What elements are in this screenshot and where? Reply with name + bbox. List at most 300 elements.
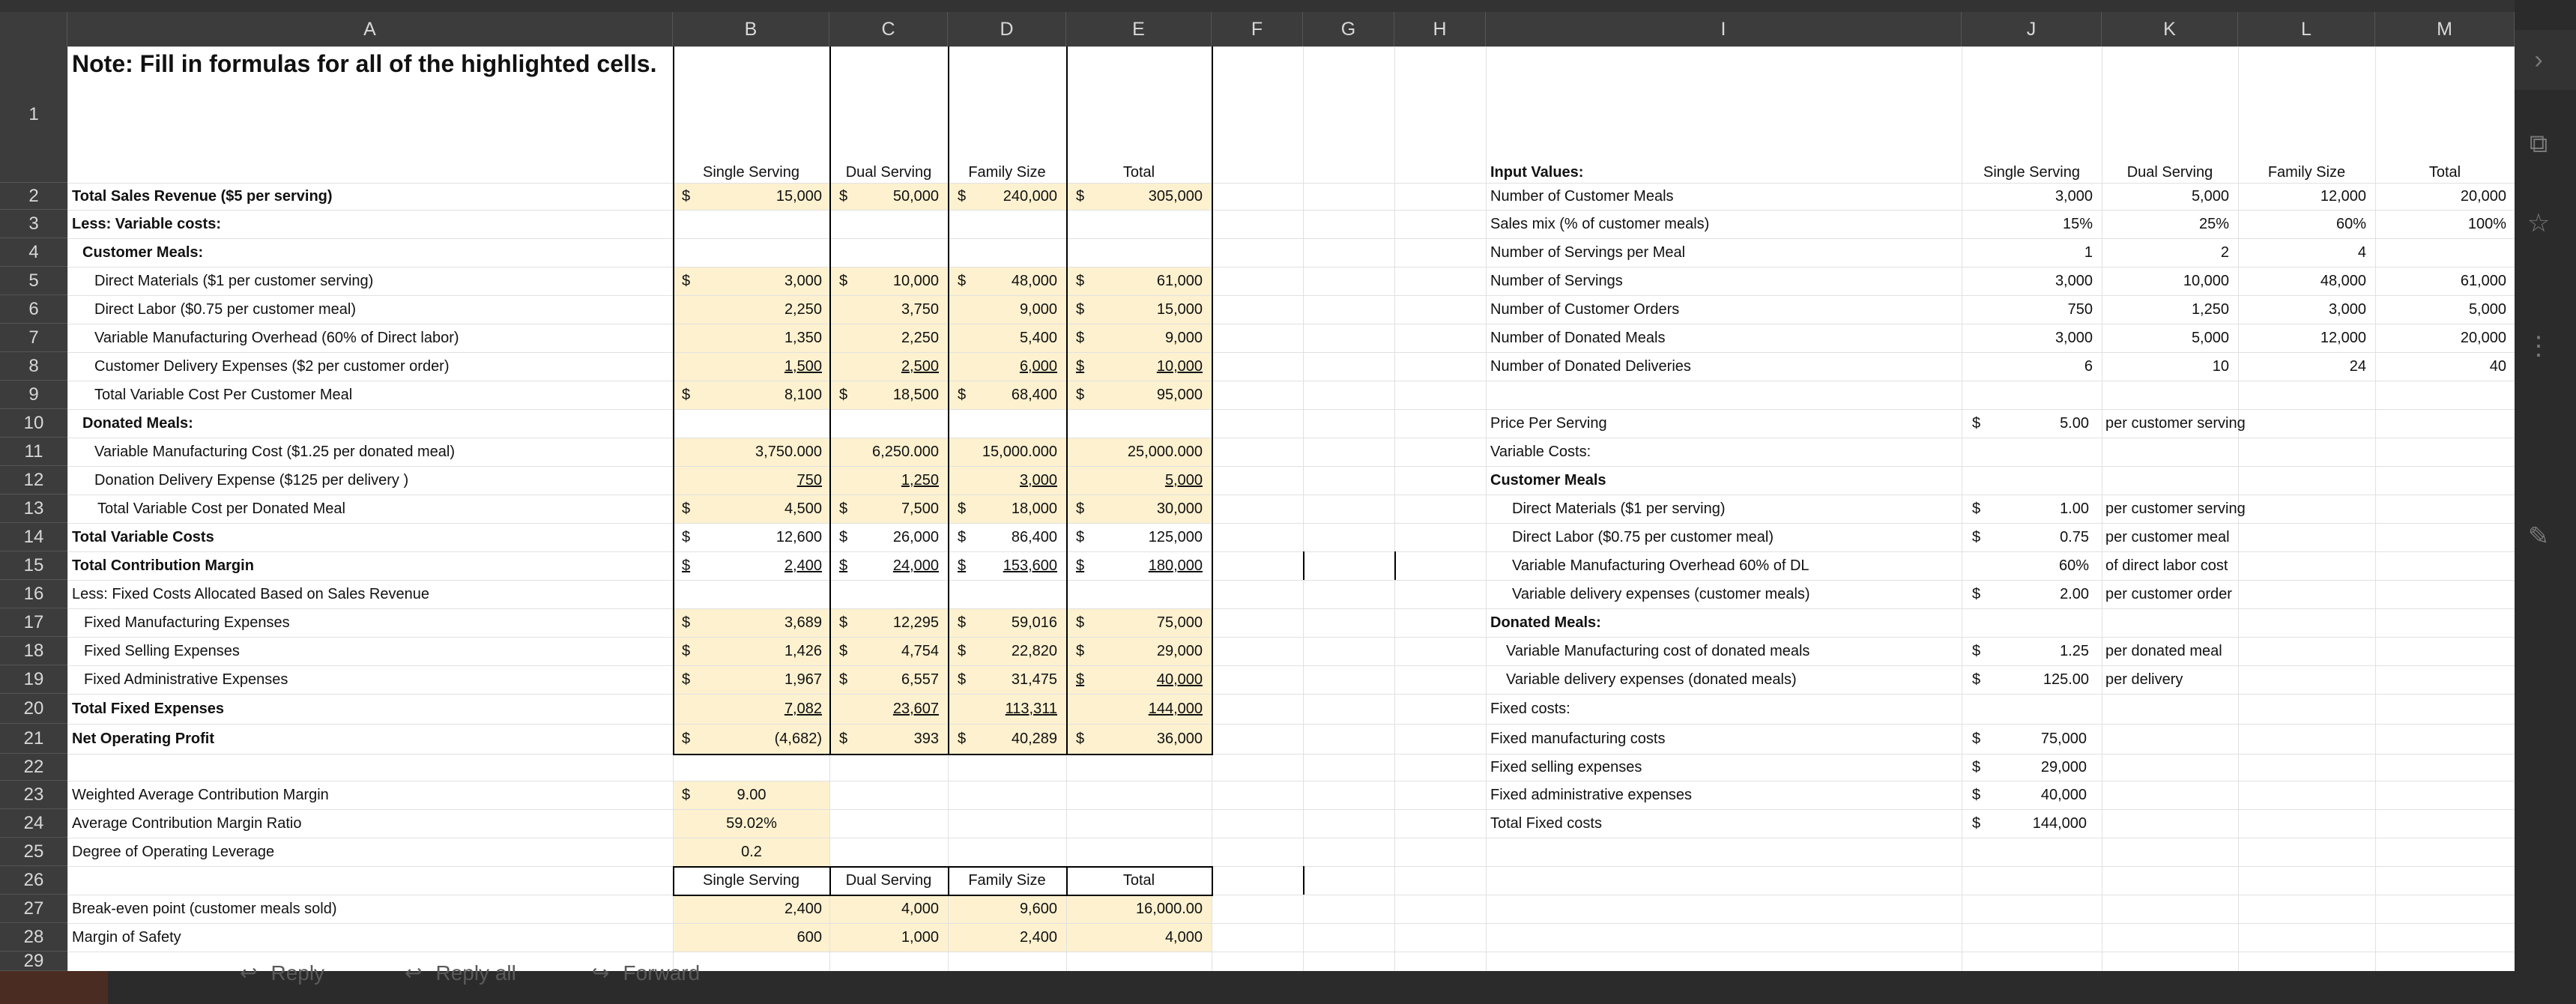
input-label-r14: Direct Labor ($0.75 per customer meal) <box>1512 529 1774 545</box>
input-value-r8-single: 6 <box>2084 358 2093 375</box>
row-label-r24: Average Contribution Margin Ratio <box>72 815 302 832</box>
input-value-r13: 1.00 <box>2060 501 2089 517</box>
dollar-sign: $ <box>1972 787 1981 803</box>
dollar-sign: $ <box>1972 671 1981 688</box>
row-label-r23: Weighted Average Contribution Margin <box>72 787 329 803</box>
value-r7-single: 1,350 <box>784 330 822 346</box>
value-r17-family: 59,016 <box>1011 614 1057 631</box>
row-header-19[interactable]: 19 <box>0 665 67 694</box>
row-header-28[interactable]: 28 <box>0 923 67 952</box>
table-border-bottom <box>673 754 1213 755</box>
dollar-sign: $ <box>1972 586 1981 602</box>
note-title: Note: Fill in formulas for all of the highlighted cells. <box>72 50 657 77</box>
input-value-r15: 60% <box>2058 557 2089 574</box>
row-header-15[interactable]: 15 <box>0 551 67 580</box>
input-value-r23: 40,000 <box>2040 787 2087 803</box>
input-value-r3-family: 60% <box>2335 216 2366 232</box>
row-header-4[interactable]: 4 <box>0 238 67 267</box>
gridline-row <box>67 637 2515 638</box>
value-r12-dual: 1,250 <box>901 472 939 489</box>
column-label-single: Single Serving <box>703 164 799 181</box>
value-r12-single: 750 <box>796 472 822 489</box>
dollar-sign: $ <box>682 387 691 403</box>
row-header-12[interactable]: 12 <box>0 466 67 495</box>
input-value-r2-family: 12,000 <box>2320 188 2366 205</box>
gridline-row <box>67 608 2515 609</box>
value-r13-dual: 7,500 <box>901 501 939 517</box>
value-r9-single: 8,100 <box>784 387 822 403</box>
dollar-sign: $ <box>1076 557 1085 574</box>
value-r5-single: 3,000 <box>784 273 822 289</box>
box26-bottom <box>673 895 1213 896</box>
dollar-sign: $ <box>958 731 967 747</box>
value-weighted-cm: 9.00 <box>737 787 767 803</box>
row-header-9[interactable]: 9 <box>0 381 67 409</box>
row-header-21[interactable]: 21 <box>0 724 67 754</box>
box26-v <box>1212 866 1213 895</box>
dollar-sign: $ <box>1076 671 1085 688</box>
input-label-r16: Variable delivery expenses (customer meals) <box>1512 586 1810 602</box>
value-r15-family: 153,600 <box>1003 557 1057 574</box>
dollar-sign: $ <box>958 643 967 659</box>
value-r21-dual: 393 <box>913 731 939 747</box>
input-label-r18: Variable Manufacturing cost of donated meals <box>1506 643 1810 659</box>
dollar-sign: $ <box>1972 415 1981 432</box>
row-header-22[interactable]: 22 <box>0 754 67 781</box>
input-value-r3-total: 100% <box>2467 216 2506 232</box>
input-value-r14: 0.75 <box>2060 529 2089 545</box>
row-label-r6: Direct Labor ($0.75 per customer meal) <box>94 301 357 318</box>
input-column-dual: Dual Serving <box>2126 164 2213 181</box>
value-r13-total: 30,000 <box>1156 501 1203 517</box>
gridline-row <box>67 238 2515 239</box>
value-r2-family: 240,000 <box>1003 188 1057 205</box>
row-label-r4: Customer Meals: <box>82 244 204 261</box>
row-header-6[interactable]: 6 <box>0 295 67 324</box>
value-r21-total: 36,000 <box>1156 731 1203 747</box>
column-header-I[interactable]: I <box>1486 12 1962 46</box>
select-all-corner[interactable] <box>0 12 67 46</box>
value-r9-family: 68,400 <box>1011 387 1057 403</box>
column-header-L[interactable]: L <box>2238 12 2375 46</box>
gridline-row <box>67 183 2515 184</box>
row-header-10[interactable]: 10 <box>0 409 67 438</box>
input-value-r7-dual: 5,000 <box>2191 330 2229 346</box>
dollar-sign: $ <box>839 614 848 631</box>
row-label-r7: Variable Manufacturing Overhead (60% of Direct labor) <box>94 330 459 346</box>
reply-all-icon: ↩ <box>405 961 423 985</box>
gridline-row <box>67 409 2515 410</box>
dollar-sign: $ <box>682 557 691 574</box>
input-label-r21: Fixed manufacturing costs <box>1490 731 1666 747</box>
dollar-sign: $ <box>1076 273 1085 289</box>
row-header-11[interactable]: 11 <box>0 438 67 466</box>
gridline-row <box>67 295 2515 296</box>
star-icon[interactable]: ☆ <box>2527 209 2551 238</box>
row-header-24[interactable]: 24 <box>0 809 67 838</box>
column-header-C[interactable]: C <box>829 12 948 46</box>
value-r18-family: 22,820 <box>1011 643 1057 659</box>
attachment-thumbnail[interactable] <box>0 971 108 1004</box>
row-header-26[interactable]: 26 <box>0 866 67 895</box>
gridline-row <box>67 466 2515 467</box>
gridline-row <box>67 46 2515 47</box>
box26-top <box>673 866 1213 868</box>
value-r27-dual: 4,000 <box>901 901 939 917</box>
input-note-r19: per delivery <box>2105 671 2183 688</box>
marker-border <box>1303 866 1304 895</box>
dollar-sign: $ <box>682 614 691 631</box>
value-r28-total: 4,000 <box>1164 929 1203 946</box>
row-label-r20: Total Fixed Expenses <box>72 701 225 717</box>
dollar-sign: $ <box>1972 759 1981 775</box>
dollar-sign: $ <box>1972 529 1981 545</box>
row-header-27[interactable]: 27 <box>0 895 67 923</box>
dollar-sign: $ <box>958 614 967 631</box>
input-label-r2: Number of Customer Meals <box>1490 188 1674 205</box>
value-avg-cm-ratio: 59.02% <box>726 815 777 832</box>
open-in-new-icon[interactable]: ⧉ <box>2529 129 2548 158</box>
row-label-r9: Total Variable Cost Per Customer Meal <box>94 387 353 403</box>
breakeven-label-dual: Dual Serving <box>845 872 932 889</box>
column-label-family: Family Size <box>968 164 1046 181</box>
value-r20-dual: 23,607 <box>892 701 939 717</box>
value-r21-family: 40,289 <box>1011 731 1057 747</box>
input-value-r5-family: 48,000 <box>2320 273 2366 289</box>
value-r18-single: 1,426 <box>784 643 822 659</box>
value-r6-single: 2,250 <box>784 301 822 318</box>
value-r20-family: 113,311 <box>1005 701 1057 717</box>
dollar-sign: $ <box>1972 731 1981 747</box>
input-value-r4-dual: 2 <box>2220 244 2229 261</box>
dollar-sign: $ <box>1076 387 1085 403</box>
gridline-row <box>67 866 2515 867</box>
value-r27-total: 16,000.00 <box>1136 901 1203 917</box>
dollar-sign: $ <box>839 731 848 747</box>
dollar-sign: $ <box>1076 330 1085 346</box>
value-r15-dual: 24,000 <box>892 557 939 574</box>
forward-icon: ↪ <box>592 961 610 985</box>
row-label-r21: Net Operating Profit <box>72 731 215 747</box>
dollar-sign: $ <box>839 188 848 205</box>
column-label-total: Total <box>1122 164 1155 181</box>
input-label-r13: Direct Materials ($1 per serving) <box>1512 501 1726 517</box>
dollar-sign: $ <box>1076 614 1085 631</box>
value-r11-single: 3,750.000 <box>755 444 822 460</box>
column-header-G[interactable]: G <box>1303 12 1394 46</box>
input-value-r2-single: 3,000 <box>2055 188 2093 205</box>
column-label-dual: Dual Serving <box>845 164 932 181</box>
gridline-col <box>1486 46 1487 971</box>
value-r28-family: 2,400 <box>1019 929 1057 946</box>
value-r17-single: 3,689 <box>784 614 822 631</box>
column-header-A[interactable]: A <box>67 12 673 46</box>
dollar-sign: $ <box>839 671 848 688</box>
input-label-r22: Fixed selling expenses <box>1490 759 1642 775</box>
column-header-M[interactable]: M <box>2375 12 2515 46</box>
row-header-8[interactable]: 8 <box>0 352 67 381</box>
spreadsheet-grid[interactable] <box>0 12 2515 971</box>
input-label-r24: Total Fixed costs <box>1490 815 1602 832</box>
dollar-sign: $ <box>839 273 848 289</box>
value-r9-total: 95,000 <box>1156 387 1203 403</box>
gridline-row <box>67 724 2515 725</box>
dollar-sign: $ <box>958 501 967 517</box>
row-header-23[interactable]: 23 <box>0 781 67 809</box>
marker-border <box>1394 551 1396 580</box>
row-label-r14: Total Variable Costs <box>72 529 214 545</box>
gridline-col <box>2375 46 2376 971</box>
input-note-r15: of direct labor cost <box>2105 557 2228 574</box>
dollar-sign: $ <box>958 529 967 545</box>
value-r17-dual: 12,295 <box>892 614 939 631</box>
gridline-row <box>67 551 2515 552</box>
dollar-sign: $ <box>1076 501 1085 517</box>
input-note-r16: per customer order <box>2105 586 2232 602</box>
breakeven-label-family: Family Size <box>968 872 1046 889</box>
reply-all-button[interactable] <box>405 961 516 985</box>
value-r14-family: 86,400 <box>1011 529 1057 545</box>
input-value-r6-dual: 1,250 <box>2191 301 2229 318</box>
input-value-r18: 1.25 <box>2060 643 2089 659</box>
dollar-sign: $ <box>958 387 967 403</box>
gridline-row <box>67 923 2515 924</box>
email-toolbar <box>0 971 2576 1004</box>
row-label-r15: Total Contribution Margin <box>72 557 254 574</box>
value-r12-total: 5,000 <box>1164 472 1203 489</box>
value-r13-family: 18,000 <box>1011 501 1057 517</box>
dollar-sign: $ <box>1076 529 1085 545</box>
dollar-sign: $ <box>682 731 691 747</box>
input-value-r3-single: 15% <box>2062 216 2093 232</box>
input-value-r10: 5.00 <box>2060 415 2089 432</box>
column-header-J[interactable]: J <box>1962 12 2102 46</box>
row-label-r19: Fixed Administrative Expenses <box>84 671 288 688</box>
dollar-sign: $ <box>839 529 848 545</box>
value-r19-dual: 6,557 <box>901 671 939 688</box>
chevron-right-icon[interactable]: › <box>2534 45 2543 74</box>
value-r7-family: 5,400 <box>1019 330 1057 346</box>
value-r21-single: (4,682) <box>774 731 822 747</box>
dollar-sign: $ <box>682 671 691 688</box>
value-r17-total: 75,000 <box>1156 614 1203 631</box>
value-r18-total: 29,000 <box>1156 643 1203 659</box>
input-label-r6: Number of Customer Orders <box>1490 301 1680 318</box>
dollar-sign: $ <box>1076 643 1085 659</box>
gridline-col <box>67 46 68 971</box>
value-r14-total: 125,000 <box>1148 529 1203 545</box>
dollar-sign: $ <box>682 787 691 803</box>
table-border-v <box>1212 46 1213 754</box>
dollar-sign: $ <box>1076 188 1085 205</box>
input-label-r17: Donated Meals: <box>1490 614 1601 631</box>
row-header-25[interactable]: 25 <box>0 838 67 866</box>
gridline-col <box>1394 46 1395 971</box>
input-value-r8-family: 24 <box>2349 358 2366 375</box>
input-value-r2-dual: 5,000 <box>2191 188 2229 205</box>
value-r6-family: 9,000 <box>1019 301 1057 318</box>
dollar-sign: $ <box>682 529 691 545</box>
column-header-F[interactable]: F <box>1212 12 1303 46</box>
input-note-r10: per customer serving <box>2105 415 2246 432</box>
value-r5-total: 61,000 <box>1156 273 1203 289</box>
input-label-r15: Variable Manufacturing Overhead 60% of DL <box>1512 557 1809 574</box>
input-value-r2-total: 20,000 <box>2460 188 2506 205</box>
dollar-sign: $ <box>1972 815 1981 832</box>
value-r27-single: 2,400 <box>784 901 822 917</box>
row-label-r8: Customer Delivery Expenses ($2 per customer order) <box>94 358 450 375</box>
row-header-14[interactable]: 14 <box>0 523 67 551</box>
input-label-r7: Number of Donated Meals <box>1490 330 1666 346</box>
input-value-r7-total: 20,000 <box>2460 330 2506 346</box>
gridline-row <box>67 665 2515 666</box>
dollar-sign: $ <box>958 188 967 205</box>
column-header-D[interactable]: D <box>948 12 1066 46</box>
gridline-row <box>67 210 2515 211</box>
row-label-r5: Direct Materials ($1 per customer serving) <box>94 273 374 289</box>
row-header-29[interactable]: 29 <box>0 952 67 971</box>
column-header-H[interactable]: H <box>1394 12 1486 46</box>
row-header-2[interactable]: 2 <box>0 183 67 210</box>
value-r18-dual: 4,754 <box>901 643 939 659</box>
row-label-r16: Less: Fixed Costs Allocated Based on Sales Revenue <box>72 586 429 602</box>
value-r2-single: 15,000 <box>775 188 822 205</box>
input-value-r6-single: 750 <box>2067 301 2093 318</box>
forward-button[interactable] <box>592 961 700 985</box>
input-column-family: Family Size <box>2267 164 2346 181</box>
dollar-sign: $ <box>958 557 967 574</box>
gridline-row <box>67 809 2515 810</box>
value-r5-dual: 10,000 <box>892 273 939 289</box>
row-header-17[interactable]: 17 <box>0 608 67 637</box>
input-value-r21: 75,000 <box>2040 731 2087 747</box>
input-label-r8: Number of Donated Deliveries <box>1490 358 1691 375</box>
row-header-13[interactable]: 13 <box>0 495 67 523</box>
input-value-r22: 29,000 <box>2040 759 2087 775</box>
input-label-r4: Number of Servings per Meal <box>1490 244 1686 261</box>
input-column-total: Total <box>2428 164 2461 181</box>
input-label-r19: Variable delivery expenses (donated meals) <box>1506 671 1797 688</box>
dollar-sign: $ <box>958 671 967 688</box>
value-r7-total: 9,000 <box>1164 330 1203 346</box>
input-value-r5-dual: 10,000 <box>2183 273 2229 289</box>
value-r11-family: 15,000.000 <box>982 444 1057 460</box>
row-header-20[interactable]: 20 <box>0 694 67 724</box>
dollar-sign: $ <box>682 501 691 517</box>
dollar-sign: $ <box>1972 501 1981 517</box>
more-vert-icon[interactable]: ⋮ <box>2526 332 2551 360</box>
inputs-title: Input Values: <box>1490 164 1584 181</box>
gridline-row <box>67 352 2515 353</box>
row-header-5[interactable]: 5 <box>0 267 67 295</box>
row-label-r11: Variable Manufacturing Cost ($1.25 per donated meal) <box>94 444 456 460</box>
input-value-r16: 2.00 <box>2060 586 2089 602</box>
input-value-r6-family: 3,000 <box>2328 301 2366 318</box>
value-r8-family: 6,000 <box>1019 358 1057 375</box>
gridline-row <box>67 580 2515 581</box>
value-r19-family: 31,475 <box>1011 671 1057 688</box>
dollar-sign: $ <box>839 557 848 574</box>
row-header-3[interactable]: 3 <box>0 210 67 238</box>
dollar-sign: $ <box>1076 301 1085 318</box>
input-value-r19: 125.00 <box>2043 671 2089 688</box>
column-header-E[interactable]: E <box>1066 12 1212 46</box>
dollar-sign: $ <box>1076 358 1085 375</box>
gridline-col <box>1303 46 1304 971</box>
row-label-r13: Total Variable Cost per Donated Meal <box>97 501 345 517</box>
marker-border <box>1303 551 1304 580</box>
row-header-7[interactable]: 7 <box>0 324 67 352</box>
edit-icon[interactable]: ✎ <box>2527 522 2550 551</box>
input-note-r18: per donated meal <box>2105 643 2222 659</box>
input-label-r23: Fixed administrative expenses <box>1490 787 1693 803</box>
value-r20-single: 7,082 <box>784 701 822 717</box>
value-r28-dual: 1,000 <box>901 929 939 946</box>
input-label-r20: Fixed costs: <box>1490 701 1570 717</box>
column-header-K[interactable]: K <box>2102 12 2238 46</box>
row-header-18[interactable]: 18 <box>0 637 67 665</box>
value-r27-family: 9,600 <box>1019 901 1057 917</box>
dollar-sign: $ <box>839 501 848 517</box>
value-r5-family: 48,000 <box>1011 273 1057 289</box>
input-value-r4-single: 1 <box>2084 244 2093 261</box>
column-header-B[interactable]: B <box>673 12 829 46</box>
input-label-r12: Customer Meals <box>1490 472 1606 489</box>
value-r8-single: 1,500 <box>784 358 822 375</box>
dollar-sign: $ <box>1972 643 1981 659</box>
input-value-r7-family: 12,000 <box>2320 330 2366 346</box>
input-value-r4-family: 4 <box>2357 244 2366 261</box>
value-r19-single: 1,967 <box>784 671 822 688</box>
input-value-r6-total: 5,000 <box>2468 301 2506 318</box>
row-label-r27: Break-even point (customer meals sold) <box>72 901 337 917</box>
dollar-sign: $ <box>839 387 848 403</box>
row-label-r28: Margin of Safety <box>72 929 181 946</box>
row-label-r18: Fixed Selling Expenses <box>84 643 240 659</box>
app-top-bar <box>0 0 2576 12</box>
value-r2-dual: 50,000 <box>892 188 939 205</box>
value-r2-total: 305,000 <box>1148 188 1203 205</box>
input-label-r3: Sales mix (% of customer meals) <box>1490 216 1710 232</box>
row-header-1[interactable]: 1 <box>0 46 67 183</box>
reply-button[interactable] <box>240 961 324 985</box>
value-r7-dual: 2,250 <box>901 330 939 346</box>
value-r14-single: 12,600 <box>775 529 822 545</box>
input-label-r11: Variable Costs: <box>1490 444 1591 460</box>
breakeven-label-total: Total <box>1122 872 1155 889</box>
input-note-r14: per customer meal <box>2105 529 2230 545</box>
value-r28-single: 600 <box>796 929 822 946</box>
row-header-16[interactable]: 16 <box>0 580 67 608</box>
input-label-r5: Number of Servings <box>1490 273 1623 289</box>
value-r11-total: 25,000.000 <box>1127 444 1203 460</box>
dollar-sign: $ <box>682 643 691 659</box>
reply-all-label: Reply all <box>435 961 516 985</box>
dollar-sign: $ <box>839 643 848 659</box>
input-value-r3-dual: 25% <box>2198 216 2229 232</box>
value-r12-family: 3,000 <box>1019 472 1057 489</box>
row-label-r3: Less: Variable costs: <box>72 216 221 232</box>
row-label-r2: Total Sales Revenue ($5 per serving) <box>72 188 333 205</box>
value-r9-dual: 18,500 <box>892 387 939 403</box>
value-r8-total: 10,000 <box>1156 358 1203 375</box>
row-label-r10: Donated Meals: <box>82 415 193 432</box>
input-column-single: Single Serving <box>1983 164 2080 181</box>
row-label-r17: Fixed Manufacturing Expenses <box>84 614 290 631</box>
input-value-r8-total: 40 <box>2489 358 2506 375</box>
dollar-sign: $ <box>958 273 967 289</box>
value-r13-single: 4,500 <box>784 501 822 517</box>
